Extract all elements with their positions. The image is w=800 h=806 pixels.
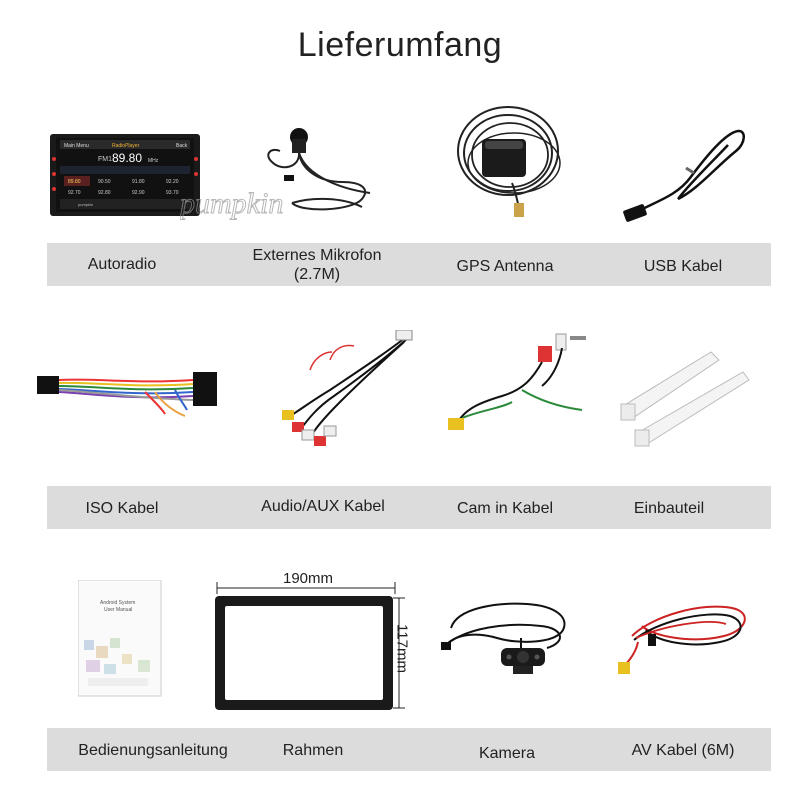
av-cable-image <box>612 596 752 678</box>
preset-8: 93.70 <box>166 190 179 196</box>
radio-unit: MHz <box>148 158 159 164</box>
item-label-iso-kabel: ISO Kabel <box>85 500 159 517</box>
preset-2: 90.50 <box>98 179 111 185</box>
gps-antenna-image <box>452 103 567 225</box>
preset-3: 91.80 <box>132 179 145 185</box>
cam-in-cable-image <box>442 330 592 440</box>
item-label-mikrofon-line2: (2.7M) <box>293 266 341 283</box>
item-label-rahmen: Rahmen <box>282 742 344 759</box>
autoradio-image <box>50 134 200 216</box>
camera-image <box>437 598 577 683</box>
radio-band: FM1 <box>98 156 112 163</box>
item-label-usb-kabel: USB Kabel <box>643 258 723 275</box>
iso-cable-image <box>35 362 220 422</box>
manual-title-1: Android System <box>100 600 136 606</box>
item-label-kamera: Kamera <box>478 745 536 762</box>
item-label-mikrofon-line1: Externes Mikrofon <box>252 247 382 264</box>
radio-back: Back <box>176 143 188 149</box>
label-bar-row-2 <box>47 486 771 529</box>
mounting-brackets-image <box>615 346 765 450</box>
watermark-text: pumpkin <box>180 187 284 220</box>
label-bar-row-3 <box>47 728 771 771</box>
item-label-av-kabel: AV Kabel (6M) <box>631 742 735 759</box>
microphone-image <box>262 127 374 217</box>
user-manual-image <box>78 580 163 698</box>
radio-main-menu: Main Menu <box>64 143 89 149</box>
preset-6: 92.80 <box>98 190 111 196</box>
item-label-einbauteil: Einbauteil <box>633 500 705 517</box>
usb-cable-image <box>620 123 750 223</box>
frame-width-label: 190mm <box>282 570 334 587</box>
preset-7: 92.90 <box>132 190 145 196</box>
page-title: Lieferumfang <box>297 26 503 64</box>
radio-player-label: RadioPlayer <box>112 143 140 149</box>
item-label-autoradio: Autoradio <box>87 256 157 273</box>
preset-1: 89.80 <box>68 179 81 185</box>
item-label-audio-aux-kabel: Audio/AUX Kabel <box>261 498 385 515</box>
svg-text:pumpkin: pumpkin <box>78 202 94 207</box>
item-label-cam-in-kabel: Cam in Kabel <box>456 500 554 517</box>
preset-4: 92.20 <box>166 179 179 185</box>
frame-image <box>205 568 417 720</box>
label-bar-row-1 <box>47 243 771 286</box>
frame-height-label: 117mm <box>393 624 411 673</box>
preset-5: 92.70 <box>68 190 81 196</box>
audio-aux-cable-image <box>270 330 420 452</box>
item-label-gps-antenna: GPS Antenna <box>456 258 554 275</box>
radio-frequency: 89.80 <box>112 151 143 165</box>
item-label-bedienungsanleitung: Bedienungsanleitung <box>78 742 228 759</box>
manual-title-2: User Manual <box>104 607 133 613</box>
